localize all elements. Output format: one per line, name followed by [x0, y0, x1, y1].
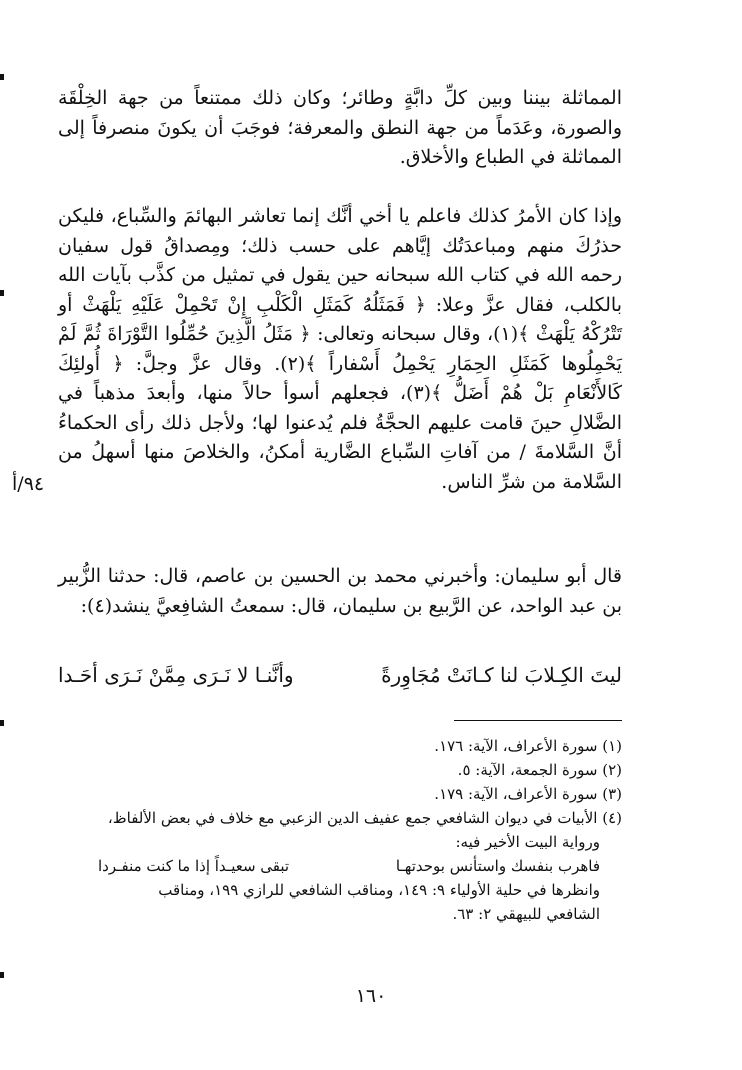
footnote-3: (٣) سورة الأعراف، الآية: ١٧٩. [434, 785, 622, 803]
footnote-verse-second-hemistich: تبقى سعيـداً إذا ما كنت منفـردا [98, 857, 290, 875]
paragraph-2: وإذا كان الأمرُ كذلك فاعلم يا أخي أنَّك إنما تعاشر البهائمَ والسِّباع، فليكن حذرُكَ منهم ومباعدَتُك إيَّاهم على حسب ذلك؛ ومِصداقُ قول سفيان رحمه الله في كتاب الله سبحانه حين يقول في تمثيل من كذَّب بآيات الله بالكلب، فقال عزَّ وعلا: ﴿ فَمَثَلُهُ كَمَثَلِ الْكَلْبِ إِنْ تَحْمِلْ عَلَيْهِ يَلْهَثْ أو تَتْرُكْهُ يَلْهَثْ ﴾(١)، وقال سبحانه وتعالى: ﴿ مَثَلُ الَّذِينَ حُمِّلُوا التَّوْرَاةَ ثُمَّ لَمْ يَحْمِلُوها كَمَثَلِ الحِمَارِ يَحْمِلُ أَسْفاراً ﴾(٢). وقال عزَّ وجلَّ: ﴿ أُولئِكَ كَالأَنْعَامِ بَلْ هُمْ أَضَلُّ ﴾(٣)، فجعلهم أسوأ حالاً منها، وأبعدَ مذهباً في الضَّلالِ حينَ قامت عليهم الحجَّةُ فلم يُدعنوا لها؛ ولأجل ذلك رأى الحكماءُ أنَّ السَّلامةَ / من آفاتِ السِّباع الضَّارية أمكنُ، والخلاصَ منها أسهلُ من السَّلامة من شرِّ الناس. [58, 205, 623, 493]
footnotes [58, 734, 622, 926]
footnote-2: (٢) سورة الجمعة، الآية: ٥. [457, 761, 622, 779]
margin-mark [0, 290, 4, 296]
paragraph-3: قال أبو سليمان: وأخبرني محمد بن الحسين بن عاصم، قال: حدثنا الزُّبير بن عبد الواحد، عن الرَّبيع بن سليمان، قال: سمعتُ الشافِعيَّ ينشد(٤): [58, 565, 622, 617]
footnote-4-continuation: ورواية البيت الأخير فيه: [455, 833, 600, 851]
footnote-4-verse [58, 854, 600, 878]
footnote-1: (١) سورة الأعراف، الآية: ١٧٦. [434, 737, 622, 755]
margin-mark [0, 74, 4, 80]
margin-mark [0, 720, 4, 726]
footnote-separator [454, 720, 622, 721]
footnote-verse-first-hemistich: فاهرب بنفسك واستأنس بوحدتهـا [395, 857, 600, 875]
page-number: ١٦٠ [355, 985, 387, 1007]
paragraph-1: المماثلة بيننا وبين كلِّ دابَّةٍ وطائر؛ وكان ذلك ممتنعاً من جهة الخِلْقَة والصورة، وعَدَماً من جهة النطق والمعرفة؛ فوجَبَ أن يكونَ منصرفاً إلى المماثلة في الطباع والأخلاق. [58, 87, 622, 168]
footnote-4: (٤) الأبيات في ديوان الشافعي جمع عفيف الدين الزعبي مع خلاف في بعض الألفاظ، [107, 809, 622, 827]
manuscript-folio-marker: ٩٤/أ [12, 473, 45, 495]
footnote-4-reference: وانظرها في حلية الأولياء ٩: ١٤٩، ومناقب الشافعي للرازي ١٩٩، ومناقب [158, 881, 600, 899]
verse-second-hemistich: وأنَّنـا لا نَـرَى مِمَّنْ نَـرَى أحَـدا [58, 663, 294, 687]
verse-first-hemistich: ليتَ الكِـلابَ لنا كـانَتْ مُجَاوِرةً [381, 663, 622, 687]
margin-mark [0, 972, 4, 978]
poem-verse [58, 660, 622, 692]
footnote-4-reference-end: الشافعي للبيهقي ٢: ٦٣. [452, 905, 600, 923]
